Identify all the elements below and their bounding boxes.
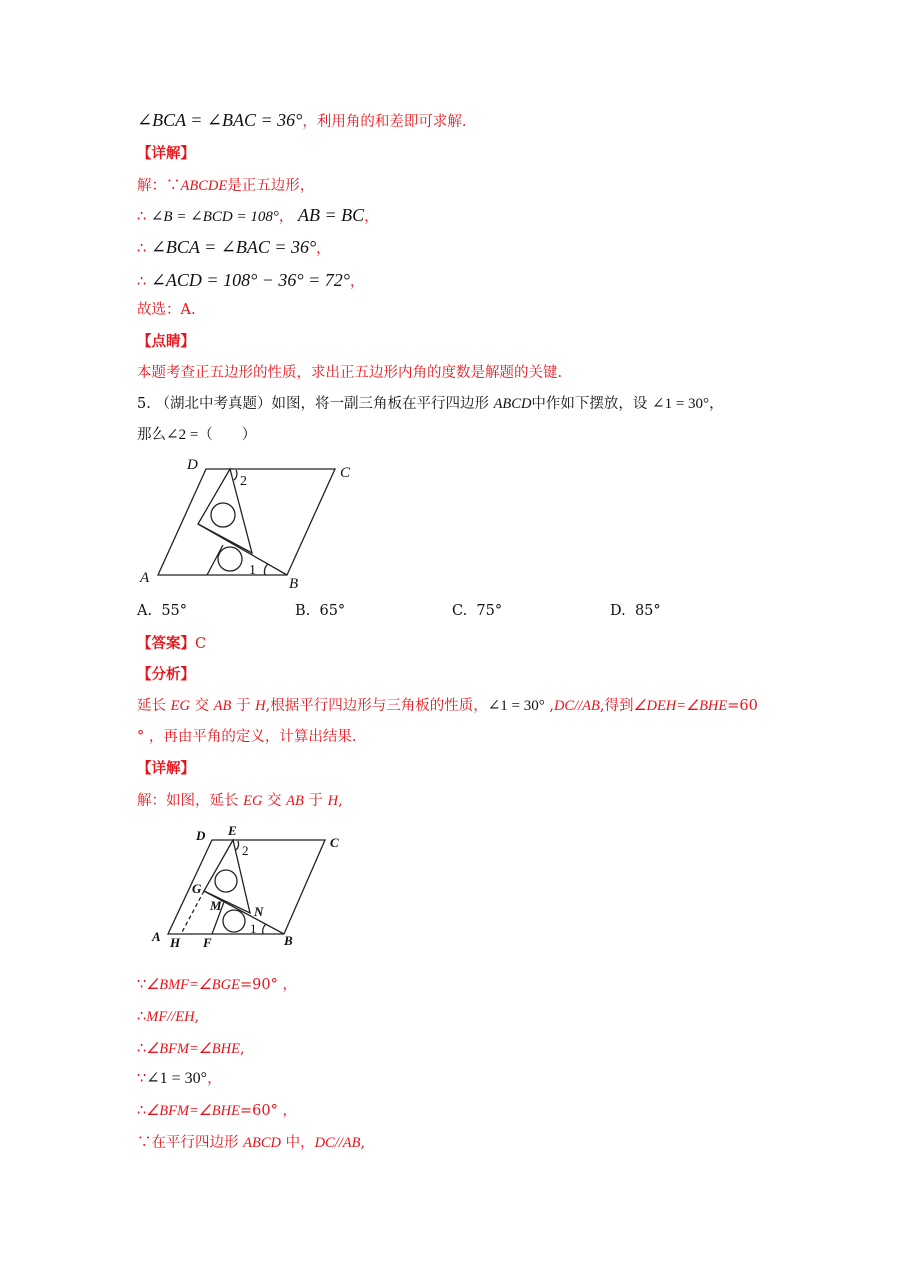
math-var: H	[327, 793, 339, 809]
analysis-line-2: ° ，再由平角的定义，计算出结果.	[137, 729, 357, 745]
because-symbol: ∵	[137, 977, 147, 993]
text: 于	[231, 698, 256, 714]
math-var: ∠BMF=∠BGE	[146, 977, 240, 993]
text: 解：如图，延长	[137, 793, 244, 809]
text: 延长	[137, 698, 171, 714]
math-expression: ∠BCA = ∠BAC = 36°	[150, 237, 317, 257]
solution-text: 是正五边形，	[227, 178, 315, 194]
separator: ，	[349, 274, 365, 290]
step-line	[137, 237, 331, 259]
text: =60	[727, 698, 758, 714]
label-angle-1: 1	[250, 921, 257, 936]
analysis-line-1	[137, 696, 758, 716]
text: ,	[544, 698, 554, 714]
label-n: N	[254, 904, 264, 919]
figure-parallelogram-2	[130, 815, 360, 955]
math-expression: ∠B = ∠BCD = 108°	[150, 209, 279, 225]
step-2	[137, 1007, 199, 1027]
label-angle-1: 1	[249, 563, 256, 578]
text: 在平行四边形	[151, 1135, 244, 1151]
answer-line	[137, 634, 206, 654]
label-a: A	[152, 929, 161, 944]
label-b: B	[289, 576, 299, 592]
answer-blank: （ ）	[198, 427, 257, 443]
question-text: 中作如下摆放，设	[531, 396, 648, 412]
label-angle-2: 2	[242, 843, 249, 858]
math-var: ABCD	[493, 396, 532, 412]
text: ,	[338, 793, 343, 809]
math-expression: ∠ACD = 108° − 36° = 72°	[150, 270, 350, 290]
choice-letter: B.	[295, 603, 311, 619]
therefore-symbol: ∴	[137, 274, 147, 290]
text: 交	[262, 793, 287, 809]
question-text: 那么	[137, 427, 166, 443]
detail-heading-5: 【详解】	[137, 760, 195, 777]
choice-b[interactable]	[295, 603, 345, 619]
label-c: C	[340, 465, 351, 481]
label-d: D	[187, 457, 198, 473]
choice-letter: D.	[610, 603, 626, 619]
choose-line: 故选：A.	[137, 302, 196, 318]
choice-value: 75°	[476, 603, 503, 619]
text: ,	[194, 1009, 200, 1025]
answer-value: C	[195, 636, 207, 652]
text: ,	[240, 1041, 245, 1057]
math-var: ∠BFM=∠BHE	[146, 1041, 240, 1057]
solution-line	[137, 176, 314, 196]
text: 中，	[280, 1135, 315, 1151]
question-text: 如图，将一副三角板在平行四边形	[271, 396, 489, 412]
math-var: ∠DEH=∠BHE	[633, 698, 728, 714]
choice-value: 65°	[319, 603, 346, 619]
text: =60° ，	[240, 1103, 297, 1119]
text: =90° ，	[240, 977, 297, 993]
text: 于	[303, 793, 328, 809]
detail-line	[137, 791, 343, 811]
label-h: H	[170, 935, 181, 950]
step-5	[137, 1101, 297, 1121]
separator: ，	[364, 209, 379, 225]
math-var: DC//AB	[314, 1135, 361, 1151]
text: ,	[360, 1135, 366, 1151]
math-var: ∠BFM=∠BHE	[146, 1103, 240, 1119]
point-heading: 【点睛】	[137, 333, 195, 350]
therefore-symbol: ∴	[137, 1009, 147, 1025]
math-var: AB	[286, 793, 304, 809]
choice-a[interactable]	[137, 603, 187, 619]
prev-conclusion-line	[137, 110, 466, 132]
separator: ，	[316, 241, 331, 257]
math-var: DC//AB	[553, 698, 600, 714]
label-e: E	[228, 823, 237, 838]
step-1	[137, 975, 297, 995]
question-source: （湖北中考真题）	[155, 396, 272, 412]
solution-prefix: 解：∵	[137, 178, 181, 194]
label-a: A	[140, 570, 150, 586]
step-line	[137, 205, 379, 227]
answer-heading: 【答案】	[137, 635, 195, 652]
because-symbol: ∵	[137, 1071, 147, 1087]
text: 交	[189, 698, 214, 714]
choice-letter: A.	[137, 603, 153, 619]
step-4	[137, 1069, 222, 1089]
therefore-symbol: ∴	[137, 1041, 147, 1057]
step-6	[137, 1133, 365, 1153]
label-d: D	[196, 828, 206, 843]
separator: ，	[709, 396, 724, 412]
detail-heading: 【详解】	[137, 145, 195, 162]
math-var: ABCDE	[180, 178, 228, 194]
label-m: M	[210, 898, 222, 913]
label-c: C	[330, 835, 339, 850]
math-var: AB	[213, 698, 232, 714]
question-5-line2	[137, 425, 256, 445]
math-var: H	[255, 698, 266, 714]
math-expression: ∠1 = 30°	[652, 396, 710, 412]
because-symbol: ∵	[137, 1135, 152, 1151]
label-b: B	[284, 933, 293, 948]
text: ,根据平行四边形与三角板的性质，	[265, 698, 488, 714]
math-expression: ∠2 =	[166, 427, 199, 443]
math-expression: ∠1 = 30°	[146, 1070, 208, 1087]
math-expression: ∠BCA = ∠BAC = 36°	[137, 110, 303, 130]
label-g: G	[192, 881, 202, 896]
choice-d[interactable]	[610, 603, 661, 619]
question-number: 5.	[137, 396, 151, 412]
figure-parallelogram-1	[130, 450, 370, 600]
choice-letter: C.	[452, 603, 468, 619]
math-var: EG	[243, 793, 263, 809]
math-var: MF//EH	[146, 1009, 195, 1025]
label-f: F	[203, 935, 212, 950]
choice-c[interactable]	[452, 603, 502, 619]
question-5-line1	[137, 394, 724, 414]
therefore-symbol: ∴	[137, 241, 147, 257]
therefore-symbol: ∴	[137, 209, 147, 225]
therefore-symbol: ∴	[137, 1103, 147, 1119]
math-var: ABCD	[243, 1135, 281, 1151]
conclusion-text: ，利用角的和差即可求解.	[302, 114, 467, 130]
math-var: EG	[170, 698, 190, 714]
point-text: 本题考查正五边形的性质，求出正五边形内角的度数是解题的关键.	[137, 365, 563, 381]
separator: ，	[278, 209, 294, 225]
label-angle-2: 2	[240, 474, 247, 489]
text: ,得到	[599, 698, 634, 714]
choice-value: 85°	[634, 603, 661, 619]
choice-value: 55°	[161, 603, 188, 619]
text: ，	[207, 1071, 222, 1087]
analysis-heading: 【分析】	[137, 666, 195, 683]
step-3	[137, 1039, 245, 1059]
math-expression: ∠1 = 30°	[487, 698, 545, 714]
math-expression: AB = BC	[298, 205, 365, 225]
step-line	[137, 270, 364, 292]
